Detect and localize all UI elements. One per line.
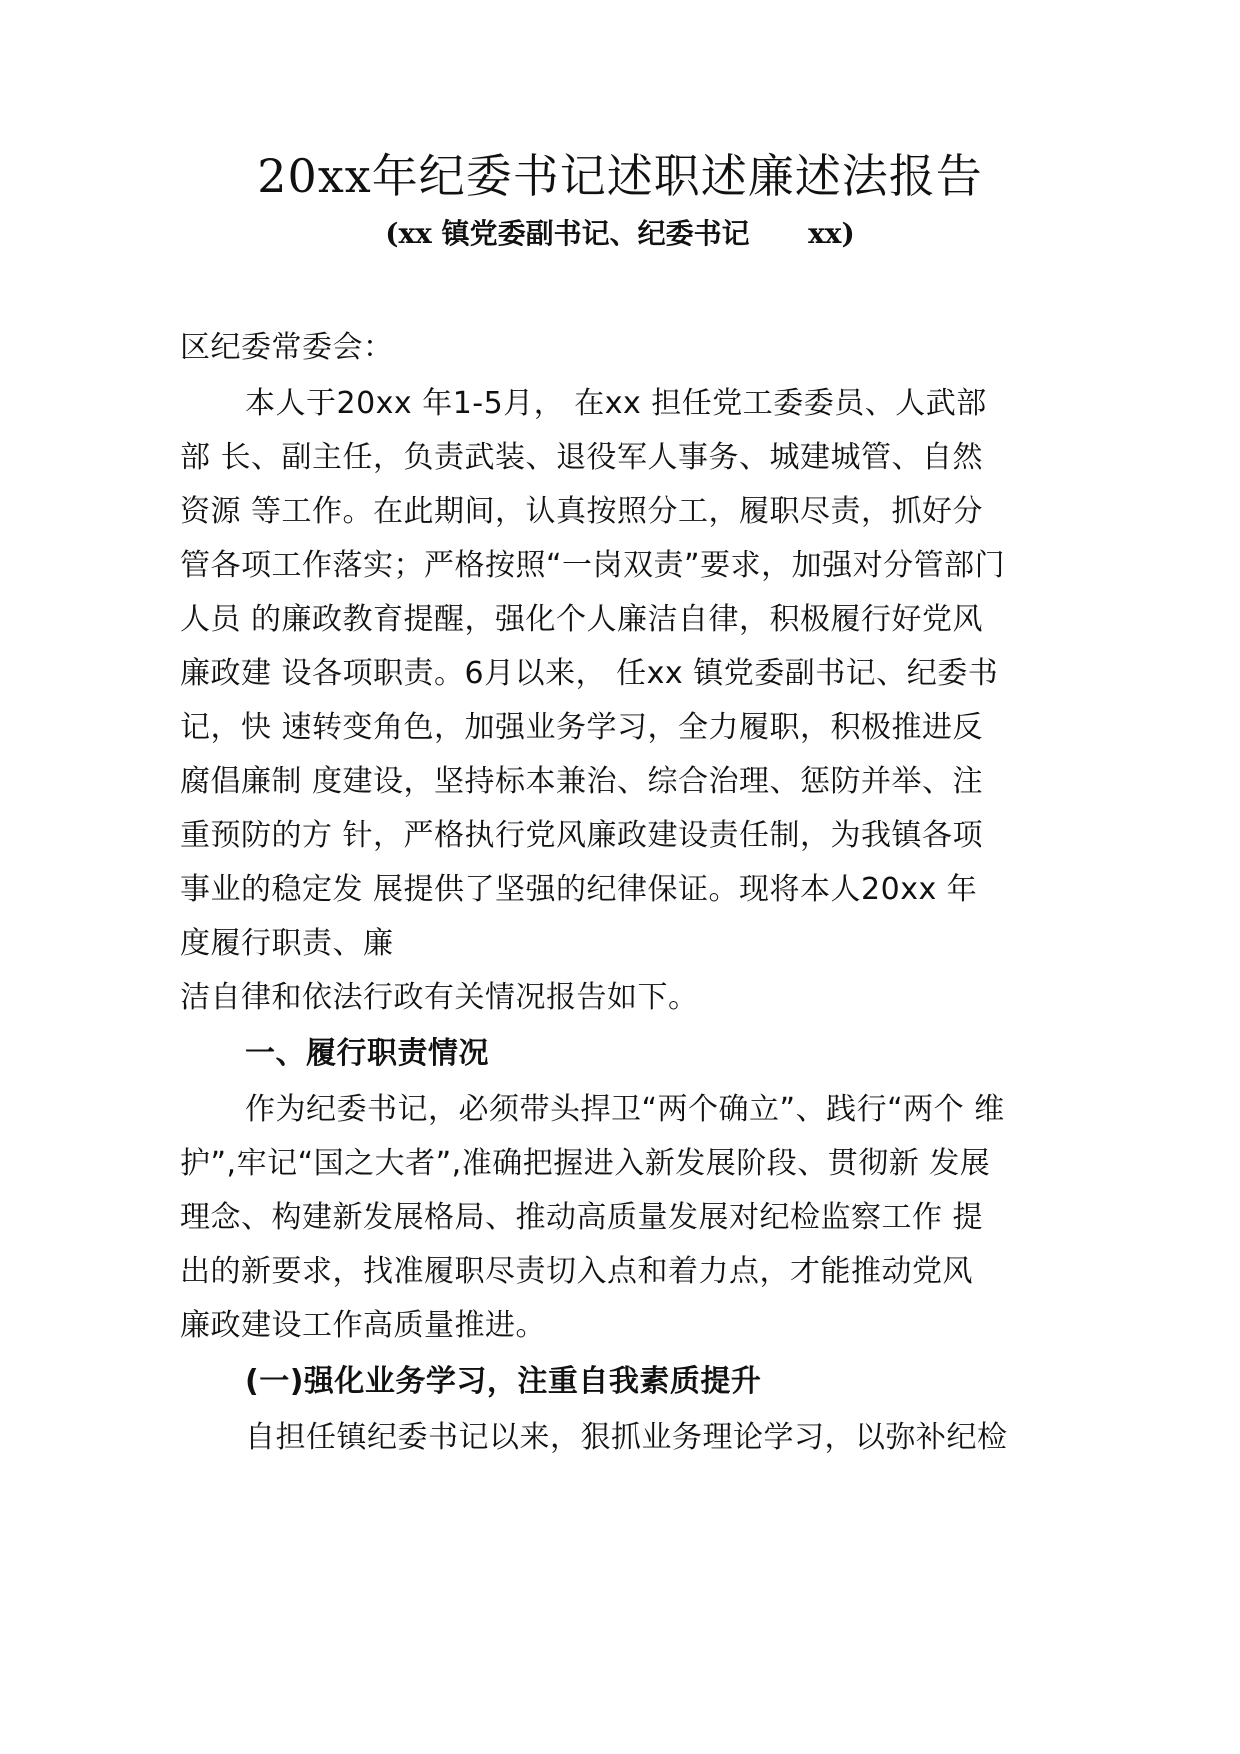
document-subtitle: (xx 镇党委副书记、纪委书记 xx) (385, 217, 855, 250)
paragraph-line: 人员 的廉政教育提醒，强化个人廉洁自律，积极履行好党风 (180, 602, 984, 637)
salutation: 区纪委常委会： (180, 330, 394, 365)
paragraph-line: 理念、构建新发展格局、推动高质量发展对纪检监察工作 提 (180, 1200, 984, 1235)
paragraph-line: 作为纪委书记，必须带头捍卫“两个确立”、践行“两个 维 (245, 1092, 1005, 1127)
paragraph-line: 事业的稳定发 展提供了坚强的纪律保证。现将本人20xx 年 (180, 872, 978, 907)
paragraph-line: 自担任镇纪委书记以来，狠抓业务理论学习，以弥补纪检 (245, 1420, 1008, 1455)
paragraph-line: 出的新要求，找准履职尽责切入点和着力点，才能推动党风 (180, 1254, 973, 1289)
subsection-heading: (一)强化业务学习，注重自我素质提升 (245, 1364, 762, 1399)
paragraph-line: 资源 等工作。在此期间，认真按照分工，履职尽责，抓好分 (180, 494, 984, 529)
paragraph-line: 度履行职责、廉 (180, 926, 394, 961)
paragraph-line: 廉政建 设各项职责。6月以来， 任xx 镇党委副书记、纪委书 (180, 656, 999, 691)
section-heading: 一、履行职责情况 (245, 1036, 489, 1071)
paragraph-line: 管各项工作落实；严格按照“一岗双责”要求，加强对分管部门 (180, 548, 1006, 583)
paragraph-line: 记，快 速转变角色，加强业务学习，全力履职，积极推进反 (180, 710, 984, 745)
paragraph-line: 廉政建设工作高质量推进。 (180, 1308, 546, 1343)
paragraph-line: 本人于20xx 年1-5月， 在xx 担任党工委委员、人武部 (245, 386, 987, 421)
paragraph-line: 部 长、副主任，负责武装、退役军人事务、城建城管、自然 (180, 440, 984, 475)
paragraph-line: 护”,牢记“国之大者”,准确把握进入新发展阶段、贯彻新 发展 (180, 1146, 991, 1181)
paragraph-line: 重预防的方 针，严格执行党风廉政建设责任制，为我镇各项 (180, 818, 984, 853)
paragraph-line: 洁自律和依法行政有关情况报告如下。 (180, 980, 699, 1015)
paragraph-line: 腐倡廉制 度建设，坚持标本兼治、综合治理、惩防并举、注 (180, 764, 984, 799)
document-title: 20xx年纪委书记述职述廉述法报告 (257, 149, 983, 203)
